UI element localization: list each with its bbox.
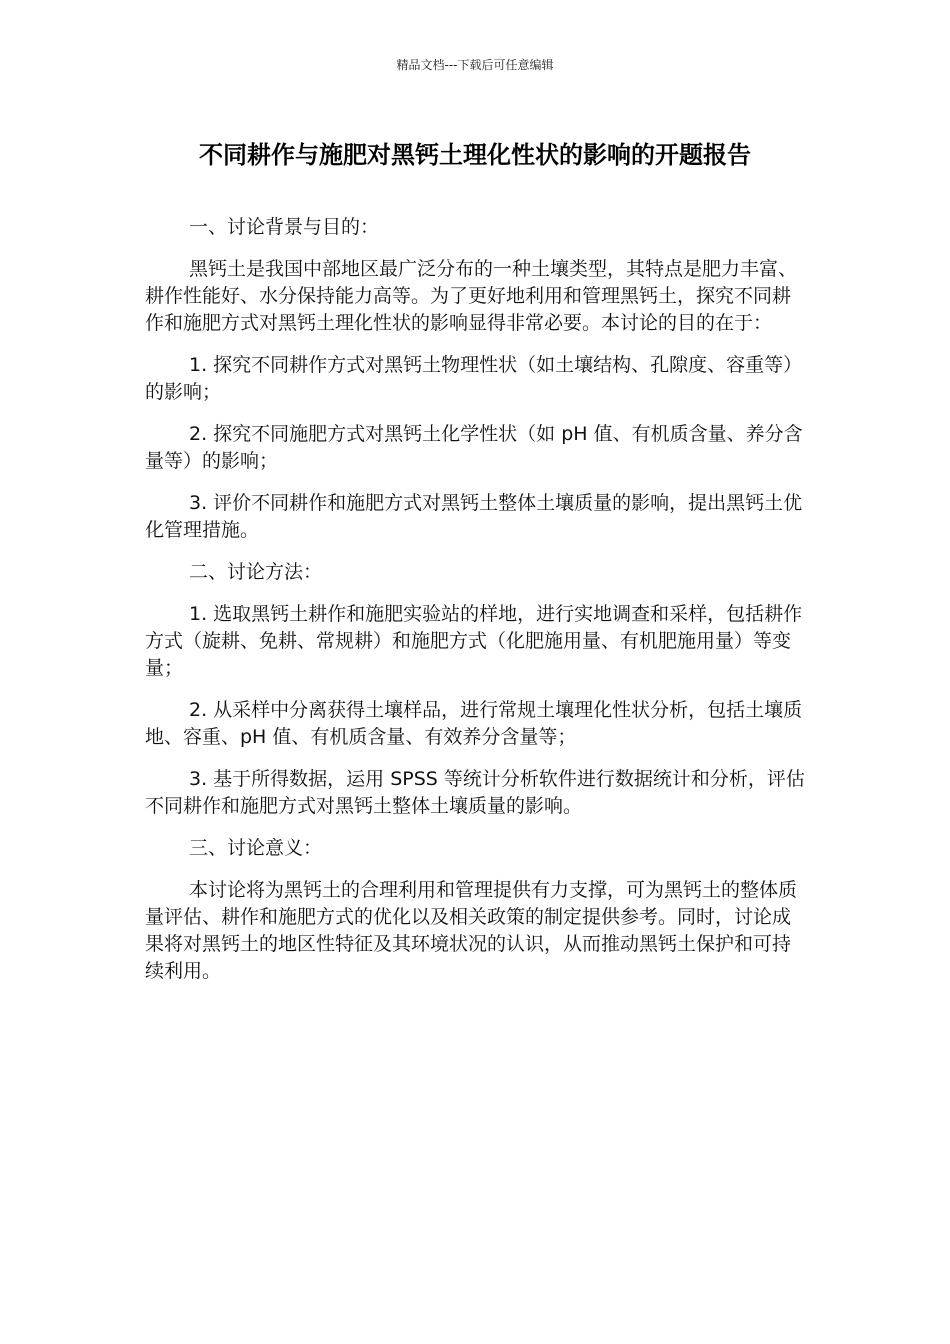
paragraph: 黑钙土是我国中部地区最广泛分布的一种土壤类型，其特点是肥力丰富、耕作性能好、水分保持能力高等。为了更好地利用和管理黑钙土，探究不同耕作和施肥方式对黑钙土理化性状的影响显得非常必要。本讨论的目的在于： xyxy=(145,258,798,334)
section-heading: 二、讨论方法： xyxy=(189,561,323,583)
section-heading: 一、讨论背景与目的： xyxy=(189,216,380,238)
list-item: 3. 评价不同耕作和施肥方式对黑钙土整体土壤质量的影响，提出黑钙土优化管理措施。 xyxy=(145,492,803,541)
list-item: 1. 探究不同耕作方式对黑钙土物理性状（如土壤结构、孔隙度、容重等）的影响； xyxy=(145,354,803,403)
section-heading: 三、讨论意义： xyxy=(189,837,323,859)
list-item: 2. 探究不同施肥方式对黑钙土化学性状（如 pH 值、有机质含量、养分含量等）的影响； xyxy=(145,423,803,472)
page-header: 精品文档---下载后可任意编辑 xyxy=(396,58,554,72)
section-background xyxy=(145,214,807,544)
document-title: 不同耕作与施肥对黑钙土理化性状的影响的开题报告 xyxy=(199,141,751,169)
document-body xyxy=(145,214,807,1000)
paragraph: 本讨论将为黑钙土的合理利用和管理提供有力支撑，可为黑钙土的整体质量评估、耕作和施肥方式的优化以及相关政策的制定提供参考。同时，讨论成果将对黑钙土的地区性特征及其环境状况的认识，从而推动黑钙土保护和可持续利用。 xyxy=(145,879,798,982)
list-item: 1. 选取黑钙土耕作和施肥实验站的样地，进行实地调查和采样，包括耕作方式（旋耕、免耕、常规耕）和施肥方式（化肥施用量、有机肥施用量）等变量； xyxy=(145,603,803,679)
list-item: 3. 基于所得数据，运用 SPSS 等统计分析软件进行数据统计和分析，评估不同耕作和施肥方式对黑钙土整体土壤质量的影响。 xyxy=(145,768,805,817)
section-significance xyxy=(145,835,807,985)
section-methods xyxy=(145,559,807,820)
list-item: 2. 从采样中分离获得土壤样品，进行常规土壤理化性状分析，包括土壤质地、容重、pH 值、有机质含量、有效养分含量等； xyxy=(145,699,803,748)
